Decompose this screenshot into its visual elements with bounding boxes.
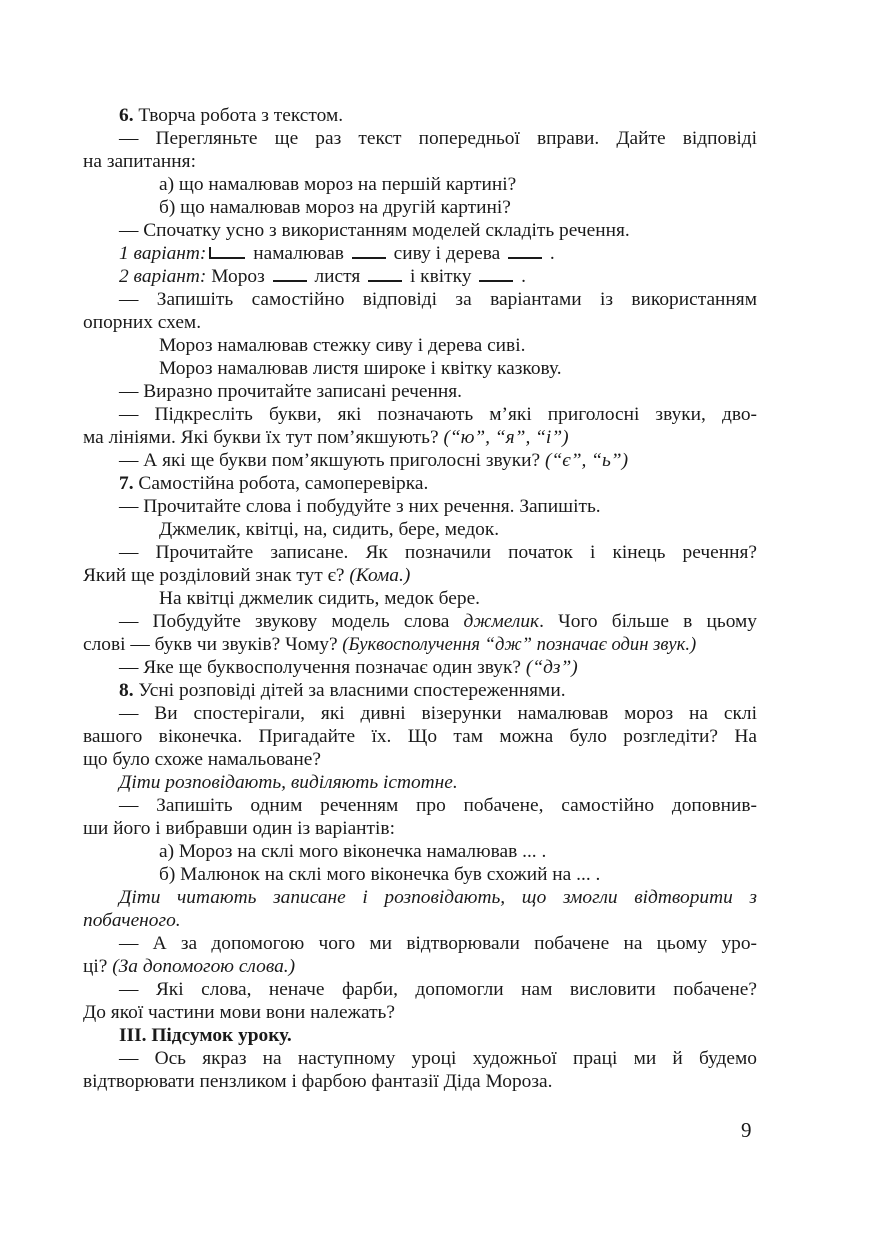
paragraph-line: — Побудуйте звукову модель слова джмелик. Чого більше в цьому (119, 611, 757, 632)
example-sentence: Мороз намалював листя широке і квітку казкову. (159, 358, 562, 379)
blank-slot (273, 270, 307, 282)
paragraph-line: слові — букв чи звуків? Чому? (Буквосполучення “дж” позначає один звук.) (83, 634, 697, 655)
paragraph-line: — Запишіть самостійно відповіді за варіантами із використанням (119, 289, 757, 310)
paragraph-line: ма лініями. Які букви їх тут пом’якшують? (“ю”, “я”, “і”) (83, 427, 569, 448)
example-sentence: Джмелик, квітці, на, сидить, бере, медок. (159, 519, 500, 540)
question-a: а) що намалював мороз на першій картині? (159, 174, 517, 195)
section-heading: III. Підсумок уроку. (119, 1025, 292, 1046)
paragraph-line: До якої частини мови вони належать? (83, 1002, 396, 1023)
teacher-note: побаченого. (83, 910, 181, 931)
paragraph-line: — Ви спостерігали, які дивні візерунки намалював мороз на склі (119, 703, 757, 724)
paragraph-line: — Перегляньте ще раз текст попередньої вправи. Дайте відповіді (119, 128, 757, 149)
blank-slot (508, 247, 542, 259)
paragraph-line: відтворювати пензликом і фарбою фантазії Діда Мороза. (83, 1071, 553, 1092)
task-8-heading: 8. Усні розповіді дітей за власними спостереженнями. (119, 680, 566, 701)
paragraph-line: ці? (За допомогою слова.) (83, 956, 296, 977)
paragraph-line: — Виразно прочитайте записані речення. (119, 381, 462, 402)
option-b: б) Малюнок на склі мого віконечка був схожий на ... . (159, 864, 601, 885)
teacher-note: Діти розповідають, виділяють істотне. (119, 772, 458, 793)
task-6-heading: 6. Творча робота з текстом. (119, 105, 344, 126)
blank-slot (368, 270, 402, 282)
paragraph-line: — Яке ще буквосполучення позначає один звук? (“дз”) (119, 657, 578, 678)
paragraph-line: — Прочитайте записане. Як позначили початок і кінець речення? (119, 542, 757, 563)
paragraph-line: — Ось якраз на наступному уроці художньої праці ми й будемо (119, 1048, 757, 1069)
paragraph-line: — Спочатку усно з використанням моделей складіть речення. (119, 220, 630, 241)
page-number: 9 (741, 1118, 752, 1142)
paragraph-line: вашого віконечка. Пригадайте їх. Що там можна було розгледіти? На (83, 726, 757, 747)
blank-slot (352, 247, 386, 259)
task-7-heading: 7. Самостійна робота, самоперевірка. (119, 473, 429, 494)
paragraph-line: — Які слова, неначе фарби, допомогли нам висловити побачене? (119, 979, 757, 1000)
example-sentence: Мороз намалював стежку сиву і дерева сиві. (159, 335, 526, 356)
variant-1-model: 1 варіант: намалював сиву і дерева . (119, 243, 555, 264)
example-sentence: На квітці джмелик сидить, медок бере. (159, 588, 481, 609)
option-a: а) Мороз на склі мого віконечка намалював ... . (159, 841, 547, 862)
page-text (83, 104, 757, 1093)
paragraph-line: — Запишіть одним реченням про побачене, самостійно доповнив- (119, 795, 757, 816)
paragraph-line: — Прочитайте слова і побудуйте з них речення. Запишіть. (119, 496, 601, 517)
question-b: б) що намалював мороз на другій картині? (159, 197, 511, 218)
paragraph-line: Який ще розділовий знак тут є? (Кома.) (83, 565, 411, 586)
paragraph-line: на запитання: (83, 151, 196, 172)
paragraph-line: — Підкресліть букви, які позначають м’які приголосні звуки, дво- (119, 404, 757, 425)
blank-slot (479, 270, 513, 282)
paragraph-line: — А за допомогою чого ми відтворювали побачене на цьому уро- (119, 933, 757, 954)
paragraph-line: опорних схем. (83, 312, 202, 333)
variant-2-model: 2 варіант: Мороз листя і квітку . (119, 266, 527, 287)
teacher-note: Діти читають записане і розповідають, що змогли відтворити з (119, 887, 757, 908)
paragraph-line: ши його і вибравши один із варіантів: (83, 818, 395, 839)
paragraph-line: що було схоже намальоване? (83, 749, 321, 770)
paragraph-line: — А які ще букви пом’якшують приголосні звуки? (“є”, “ь”) (119, 450, 629, 471)
blank-slot (209, 247, 245, 259)
